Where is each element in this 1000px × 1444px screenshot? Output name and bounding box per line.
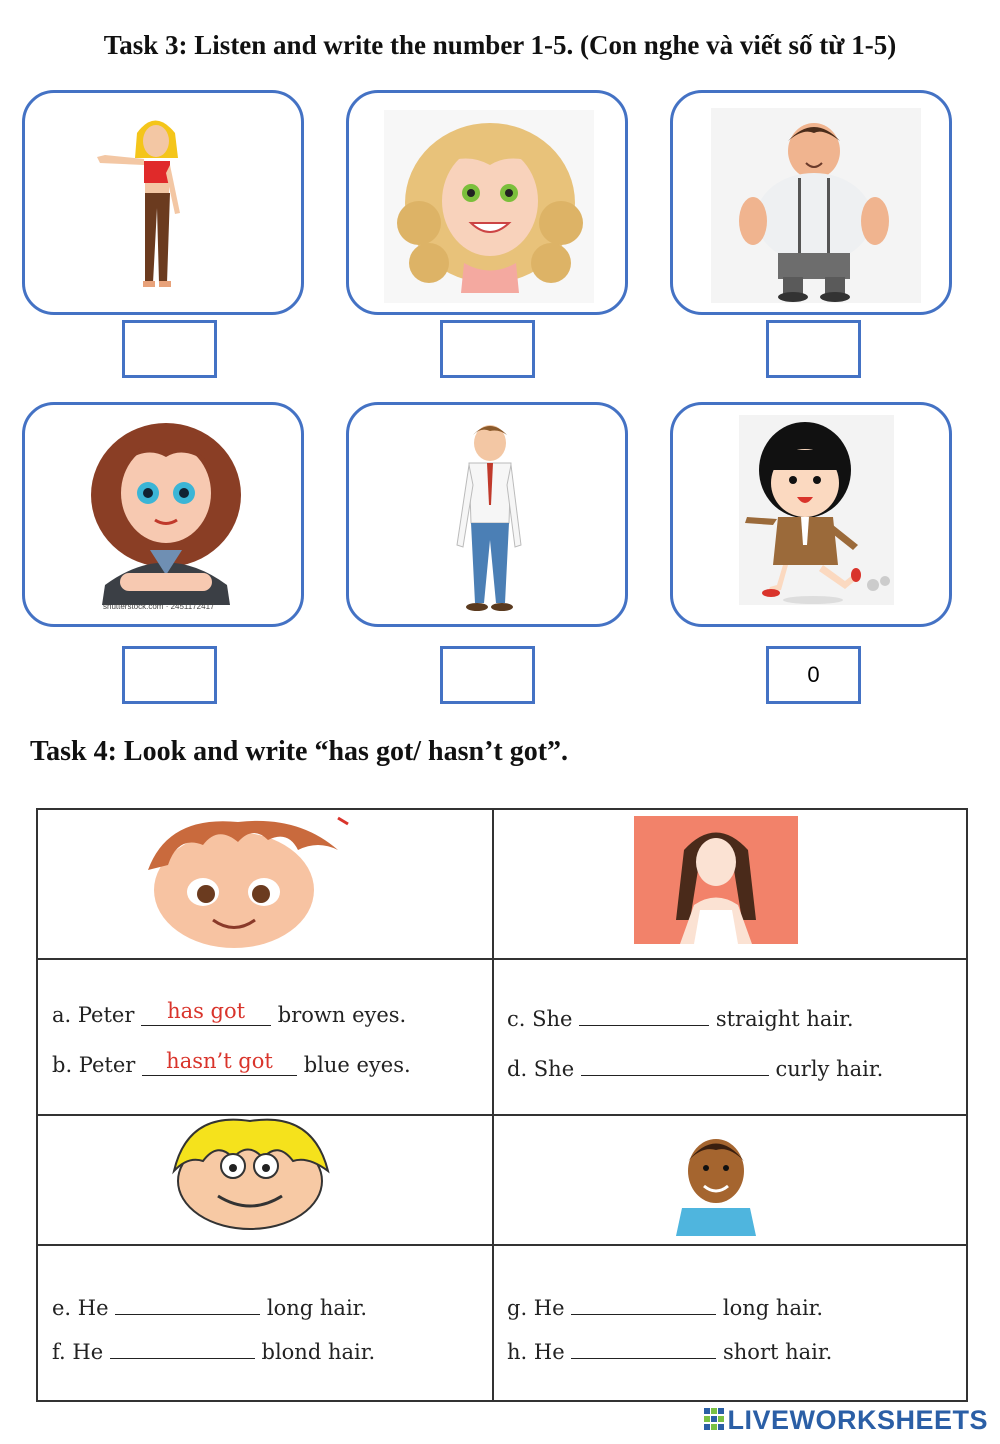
sentence-c <box>507 1003 854 1031</box>
sentence-a-suffix: brown eyes. <box>277 1003 407 1027</box>
picture-card-5 <box>346 402 628 627</box>
sentence-g-blank[interactable] <box>571 1292 716 1315</box>
shutterstock-watermark: shutterstock.com · 2451172417 <box>103 602 215 611</box>
boy-dark-skin-illustration <box>494 1116 970 1248</box>
sentence-d <box>507 1053 883 1081</box>
sentence-g <box>507 1292 823 1320</box>
girl-long-straight-hair-illustration <box>494 810 970 962</box>
sentence-a-answer: has got <box>167 999 246 1023</box>
picture-card-3 <box>670 90 952 315</box>
sentence-h-blank[interactable] <box>571 1336 716 1359</box>
blond-boy-glasses-illustration <box>38 1116 496 1248</box>
grid-cell-girl-image <box>492 808 968 960</box>
answer-box-1[interactable] <box>122 320 217 378</box>
liveworksheets-icon <box>704 1408 724 1432</box>
sentence-h-suffix: short hair. <box>723 1340 833 1364</box>
picture-card-2 <box>346 90 628 315</box>
grid-cell-he-sentences-right <box>492 1244 968 1402</box>
sentence-a-blank[interactable] <box>141 999 271 1026</box>
businesswoman-brown-hair-illustration <box>25 405 304 627</box>
sentence-e-blank[interactable] <box>115 1292 260 1315</box>
sentence-b-suffix: blue eyes. <box>303 1053 411 1077</box>
grid-cell-he-sentences-left <box>36 1244 494 1402</box>
sentence-d-blank[interactable] <box>581 1053 769 1076</box>
task3-title: Task 3: Listen and write the number 1-5. (Con nghe và viết số từ 1-5) <box>103 30 897 60</box>
sentence-e-prefix: e. He <box>52 1296 109 1320</box>
sentence-c-suffix: straight hair. <box>715 1007 854 1031</box>
sentence-b-answer: hasn’t got <box>166 1049 273 1073</box>
sentence-h <box>507 1336 832 1364</box>
answer-box-2[interactable] <box>440 320 535 378</box>
chubby-man-illustration <box>673 93 952 315</box>
liveworksheets-brand: LIVEWORKSHEETS <box>727 1405 988 1435</box>
answer-box-4[interactable] <box>122 646 217 704</box>
sentence-f-blank[interactable] <box>110 1336 255 1359</box>
grid-cell-blond-boy-image <box>36 1114 494 1246</box>
liveworksheets-logo[interactable] <box>704 1405 988 1436</box>
sentence-h-prefix: h. He <box>507 1340 565 1364</box>
sentence-g-suffix: long hair. <box>722 1296 824 1320</box>
sentence-g-prefix: g. He <box>507 1296 565 1320</box>
sentence-d-suffix: curly hair. <box>775 1057 884 1081</box>
sentence-f-suffix: blond hair. <box>261 1340 376 1364</box>
grid-cell-peter-image <box>36 808 494 960</box>
girl-running-illustration <box>673 405 952 627</box>
sentence-b <box>52 1049 411 1077</box>
grid-cell-boy-image <box>492 1114 968 1246</box>
girl-curly-blonde-illustration <box>349 93 628 315</box>
sentence-b-prefix: b. Peter <box>52 1053 136 1077</box>
boy-peter-face-illustration <box>38 810 496 962</box>
answer-box-6[interactable]: 0 <box>766 646 861 704</box>
grid-cell-peter-sentences <box>36 958 494 1116</box>
sentence-e-suffix: long hair. <box>266 1296 368 1320</box>
sentence-f-prefix: f. He <box>52 1340 104 1364</box>
sentence-a-prefix: a. Peter <box>52 1003 135 1027</box>
woman-blonde-standing-illustration <box>25 93 304 315</box>
answer-box-3[interactable] <box>766 320 861 378</box>
sentence-c-blank[interactable] <box>579 1003 709 1026</box>
answer-box-5[interactable] <box>440 646 535 704</box>
task4-title: Task 4: Look and write “has got/ hasn’t got”. <box>30 736 569 767</box>
sentence-f <box>52 1336 375 1364</box>
sentence-a <box>52 999 407 1027</box>
sentence-b-blank[interactable] <box>142 1049 297 1076</box>
grid-cell-girl-sentences <box>492 958 968 1116</box>
man-white-shirt-illustration <box>349 405 628 627</box>
sentence-e <box>52 1292 367 1320</box>
sentence-c-prefix: c. She <box>507 1007 573 1031</box>
picture-card-1 <box>22 90 304 315</box>
picture-card-6 <box>670 402 952 627</box>
sentence-d-prefix: d. She <box>507 1057 575 1081</box>
picture-card-4 <box>22 402 304 627</box>
